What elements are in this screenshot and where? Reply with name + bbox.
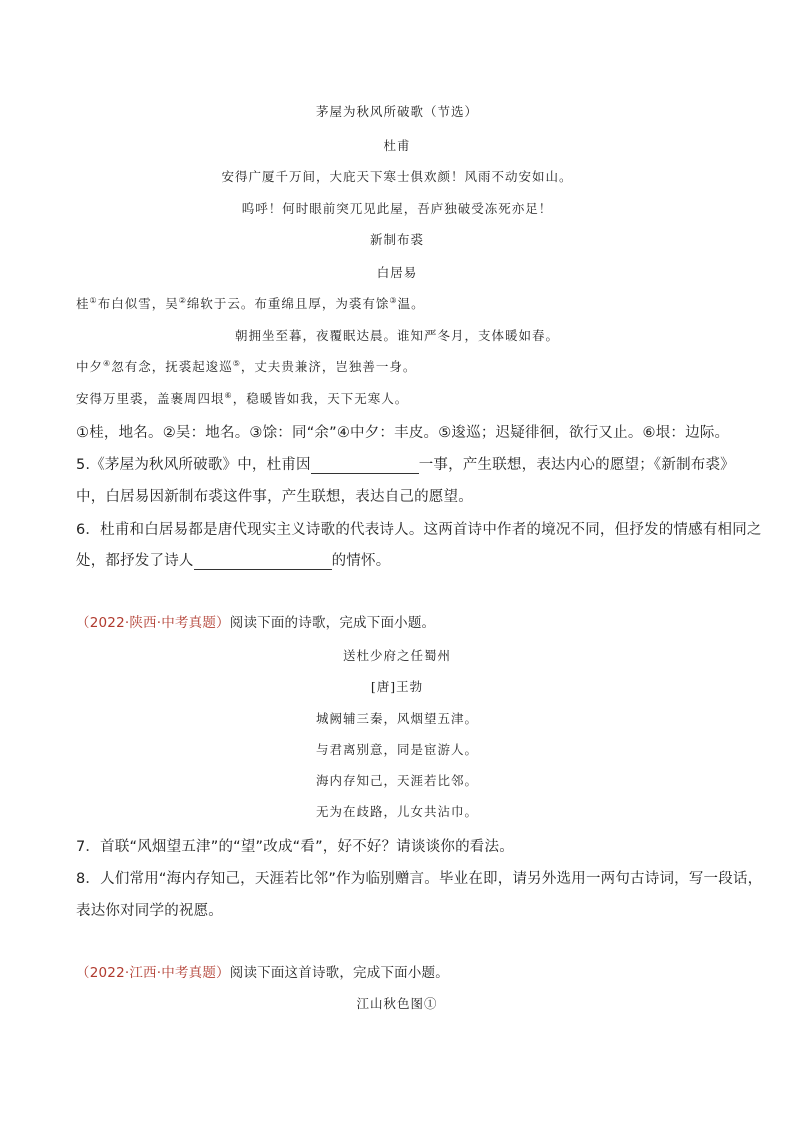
poem3-line-2: 与君离别意，同是宦游人。	[315, 742, 478, 757]
question-8: 8．人们常用“海内存知己，天涯若比邻”作为临别赠言。毕业在即，请另外选用一两句古诗词，写一段话，	[76, 871, 763, 887]
poem1-author: 杜甫	[383, 138, 411, 153]
answer-blank-q6[interactable]	[194, 555, 332, 570]
poem1-title: 茅屋为秋风所破歌（节选）	[315, 104, 478, 119]
question-6-cont: 处，都抒发了诗人 的情怀。	[76, 553, 391, 569]
poem4-title: 江山秋色图①	[356, 996, 438, 1011]
poem2-line-2: 朝拥坐至暮，夜覆眠达晨。谁知严冬月，支体暖如春。	[234, 328, 559, 343]
poem2-author: 白居易	[376, 265, 418, 280]
poem3-line-4: 无为在歧路，儿女共沾巾。	[315, 804, 478, 819]
source-tag: （2022·江西·中考真题）	[76, 965, 230, 981]
poem3-author: [唐]王勃	[370, 679, 424, 694]
footnotes: ①桂，地名。②吴：地名。③馀：同“余”④中夕：丰皮。⑤逡巡；迟疑徘徊，欲行又止。⑥垠：边际。	[76, 425, 730, 441]
question-7: 7．首联“风烟望五津”的“望”改成“看”，好不好？请谈谈你的看法。	[76, 839, 514, 855]
poem1-line-2: 呜呼！何时眼前突兀见此屋，吾庐独破受冻死亦足！	[241, 201, 553, 216]
question-6: 6．杜甫和白居易都是唐代现实主义诗歌的代表诗人。这两首诗中作者的境况不同，但抒发的情感有相同之	[76, 522, 762, 538]
poem2-line-3: 中夕④忽有念，抚裘起逡巡⑤，丈夫贵兼济，岂独善一身。	[76, 358, 417, 374]
question-5: 5.《茅屋为秋风所破歌》中，杜甫因 一事，产生联想，表达内心的愿望；《新制布裘》	[76, 457, 735, 473]
section-3-header: （2022·江西·中考真题）阅读下面这首诗歌，完成下面小题。	[76, 965, 449, 981]
poem3-title: 送杜少府之任蜀州	[342, 648, 451, 663]
poem1-line-1: 安得广厦千万间，大庇天下寒士俱欢颜！风雨不动安如山。	[221, 169, 573, 184]
section-2-header: （2022·陕西·中考真题）阅读下面的诗歌，完成下面小题。	[76, 615, 436, 631]
poem2-line-1: 桂①布白似雪，吴②绵软于云。布重绵且厚，为裘有馀③温。	[76, 295, 425, 311]
question-8-cont: 表达你对同学的祝愿。	[76, 903, 223, 919]
source-tag: （2022·陕西·中考真题）	[76, 615, 230, 631]
poem2-title: 新制布裘	[369, 232, 424, 247]
poem2-line-4: 安得万里裘，盖裹周四垠⑥，稳暖皆如我，天下无寒人。	[76, 390, 409, 406]
answer-blank-q5[interactable]	[311, 459, 419, 474]
question-5-cont: 中，白居易因新制布裘这件事，产生联想，表达自己的愿望。	[76, 489, 473, 505]
poem3-line-1: 城阙辅三秦，风烟望五津。	[315, 711, 478, 726]
poem3-line-3: 海内存知己，天涯若比邻。	[315, 773, 478, 788]
